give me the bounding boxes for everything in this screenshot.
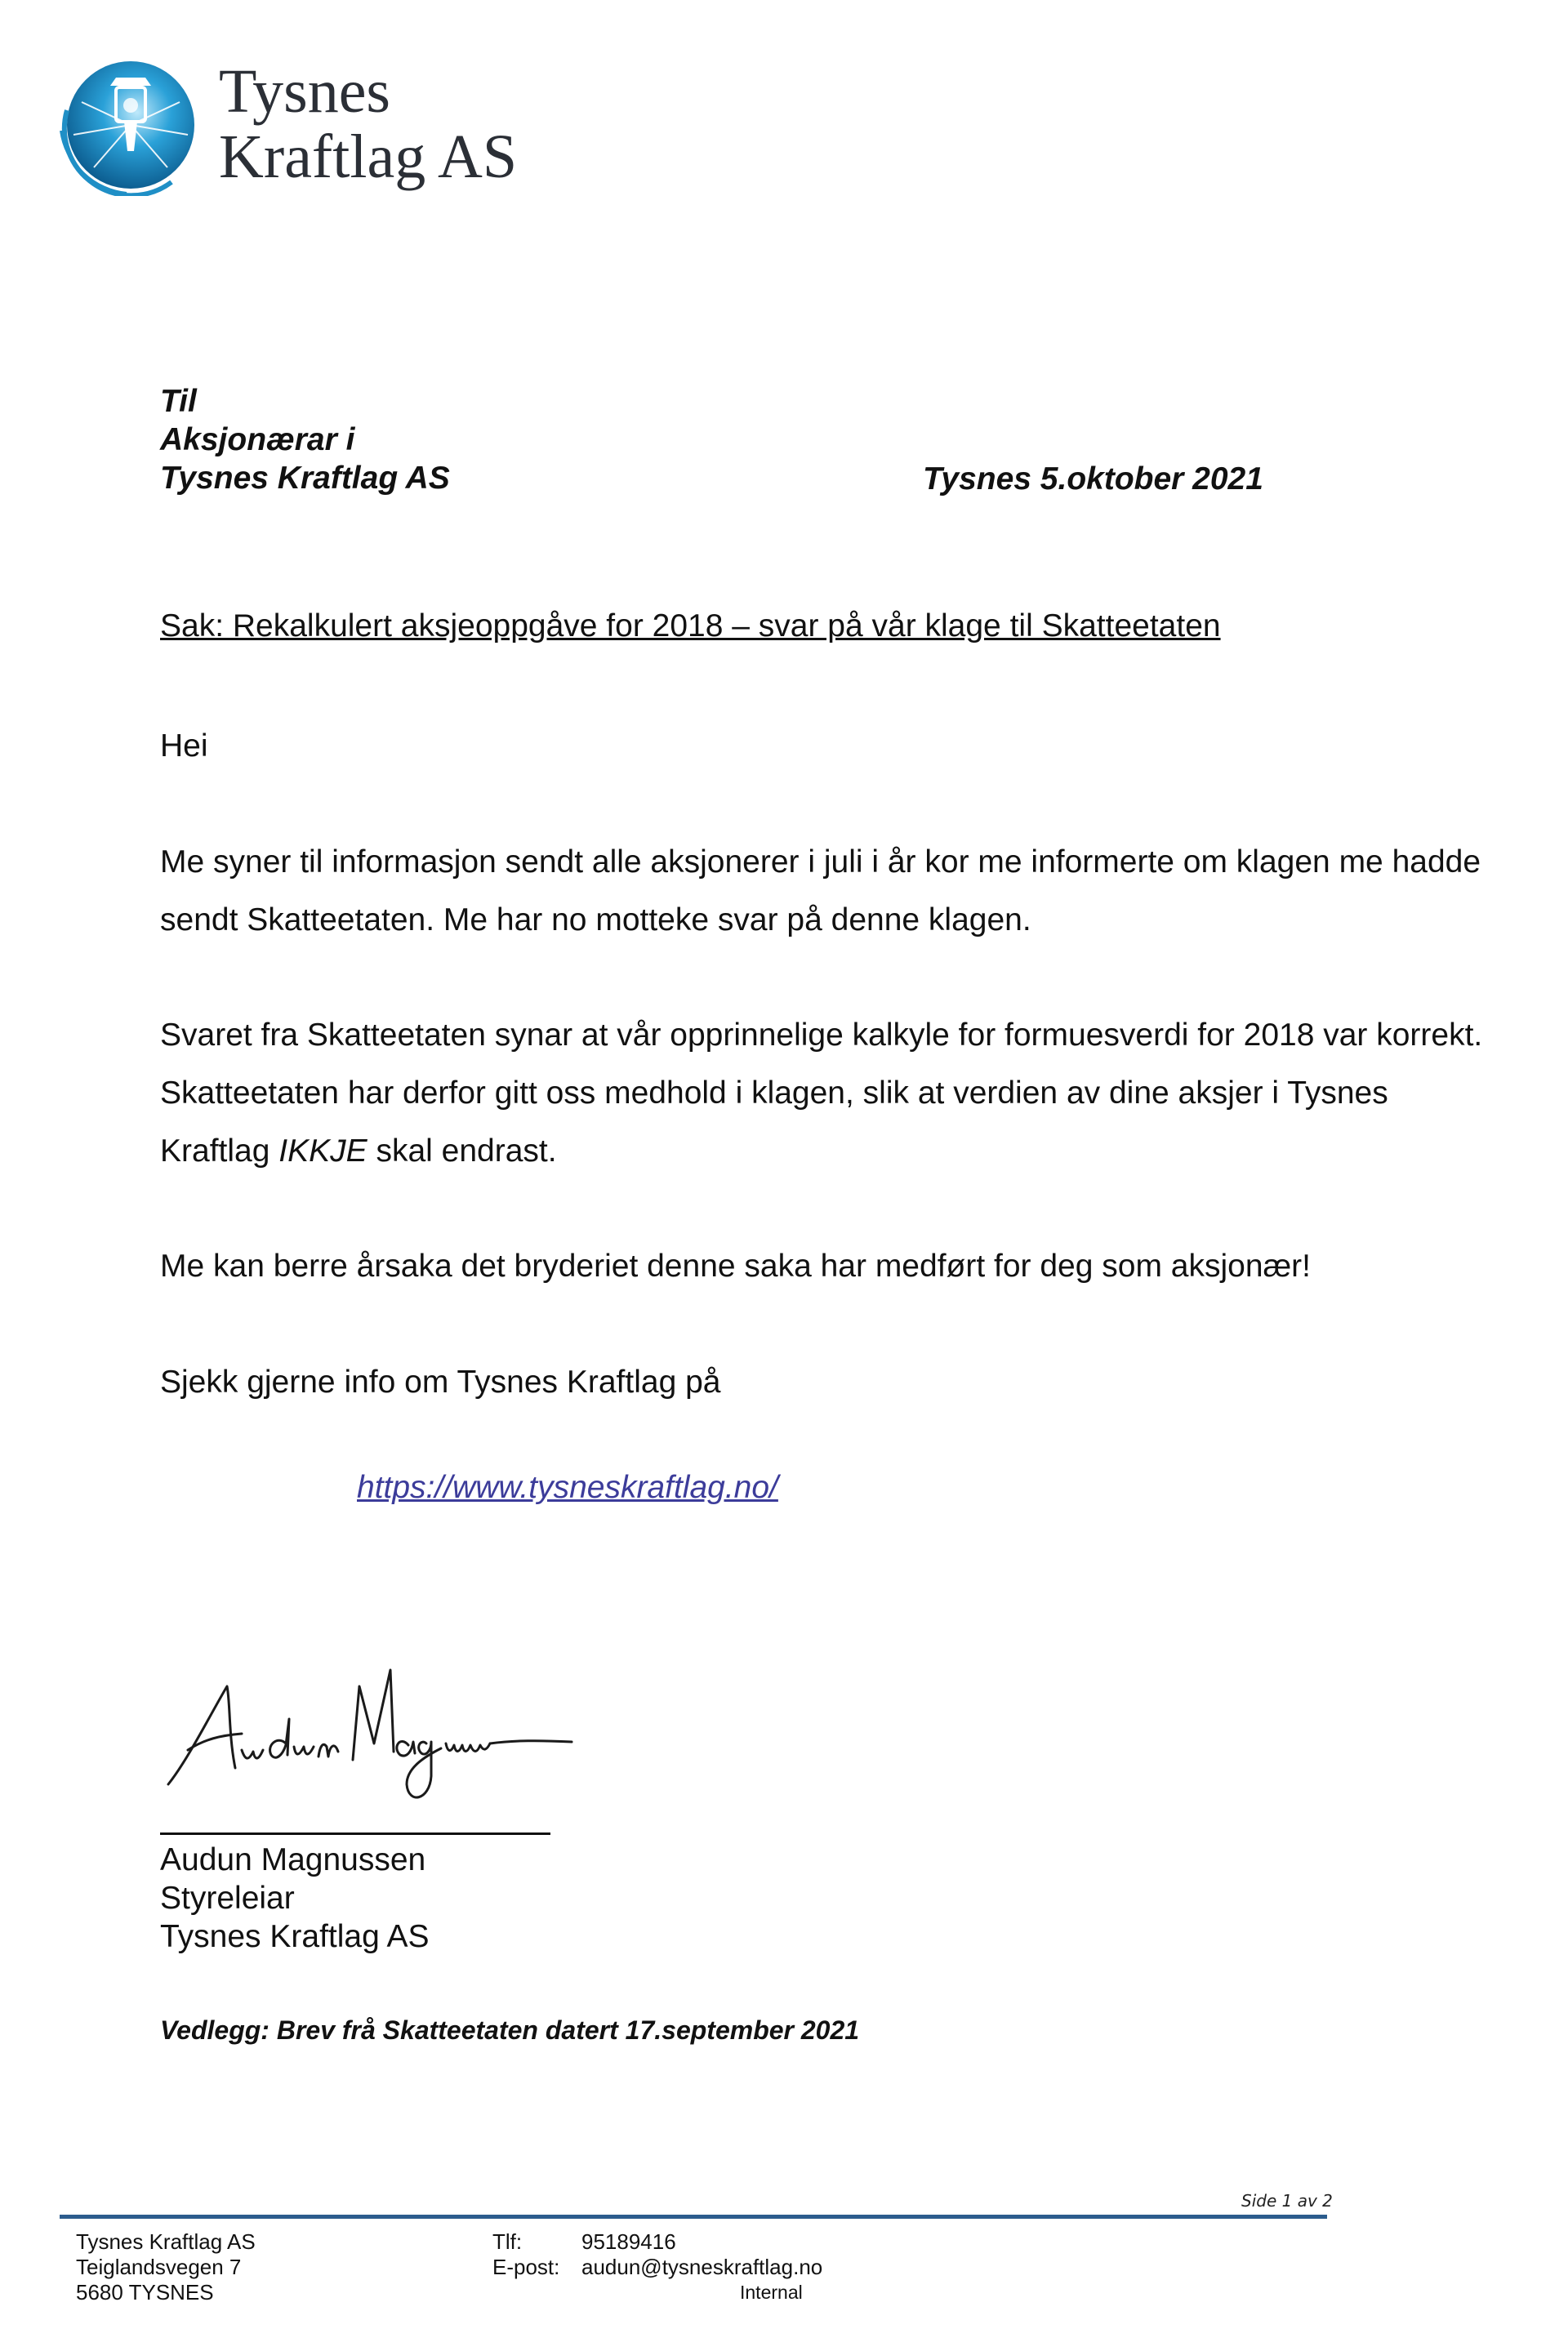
phone-number: 95189416 — [581, 2229, 676, 2254]
company-logo — [49, 53, 212, 196]
signer-block — [160, 1841, 430, 1956]
letter-date: Tysnes 5.oktober 2021 — [923, 461, 1263, 497]
recipient-line: Til — [160, 384, 197, 419]
logo-line-1: Tysnes — [219, 57, 391, 126]
handwritten-signature — [163, 1654, 580, 1809]
paragraph-2-emphasis: IKKJE — [278, 1133, 368, 1169]
paragraph-2-text: Svaret fra Skatteetaten synar at vår opprinnelige kalkyle for formuesverdi for 2018 var korrekt. Skatteetaten har derfor gitt oss medhold i klagen, slik at verdien av dine aksjer i Tysnes Kraftlag — [160, 1018, 1483, 1169]
letter-subject: Sak: Rekalkulert aksjeoppgåve for 2018 – svar på vår klage til Skatteetaten — [160, 608, 1221, 643]
recipient-line: Tysnes Kraftlag AS — [160, 461, 450, 496]
footer-contact-labels — [492, 2229, 559, 2280]
signer-name: Audun Magnussen — [160, 1842, 426, 1877]
phone-label: Tlf: — [492, 2229, 523, 2254]
paragraph-2-text-end: skal endrast. — [367, 1133, 557, 1169]
recipient-address — [160, 382, 450, 497]
greeting: Hei — [160, 728, 208, 764]
company-logo-text — [219, 59, 517, 189]
email-address: audun@tysneskraftlag.no — [581, 2255, 823, 2279]
footer-postal: 5680 TYSNES — [76, 2280, 214, 2305]
paragraph-2 — [160, 1006, 1499, 1180]
paragraph-4: Sjekk gjerne info om Tysnes Kraftlag på — [160, 1365, 721, 1400]
logo-line-2: Kraftlag AS — [219, 122, 518, 191]
signer-title: Styreleiar — [160, 1881, 295, 1916]
footer-company: Tysnes Kraftlag AS — [76, 2229, 256, 2254]
paragraph-1: Me syner til informasjon sendt alle aksjonerer i juli i år kor me informerte om klagen me hadde sendt Skatteetaten. Me har no motteke svar på denne klagen. — [160, 844, 1481, 937]
attachment-note: Vedlegg: Brev frå Skatteetaten datert 17.september 2021 — [160, 2015, 860, 2045]
email-label: E-post: — [492, 2255, 560, 2279]
lighthouse-lamp-logo-icon — [49, 53, 212, 196]
classification-label: Internal — [740, 2282, 803, 2303]
page-number: Side 1 av 2 — [1241, 2191, 1333, 2211]
paragraph-3: Me kan berre årsaka det bryderiet denne saka har medført for deg som aksjonær! — [160, 1249, 1312, 1284]
signer-company: Tysnes Kraftlag AS — [160, 1919, 430, 1954]
footer-divider — [60, 2215, 1327, 2219]
signature-line — [160, 1832, 550, 1835]
website-link[interactable]: https://www.tysneskraftlag.no/ — [357, 1470, 778, 1505]
footer-contact-values — [581, 2229, 822, 2280]
footer-street: Teiglandsvegen 7 — [76, 2255, 242, 2279]
recipient-line: Aksjonærar i — [160, 422, 355, 457]
footer-address — [76, 2229, 256, 2305]
